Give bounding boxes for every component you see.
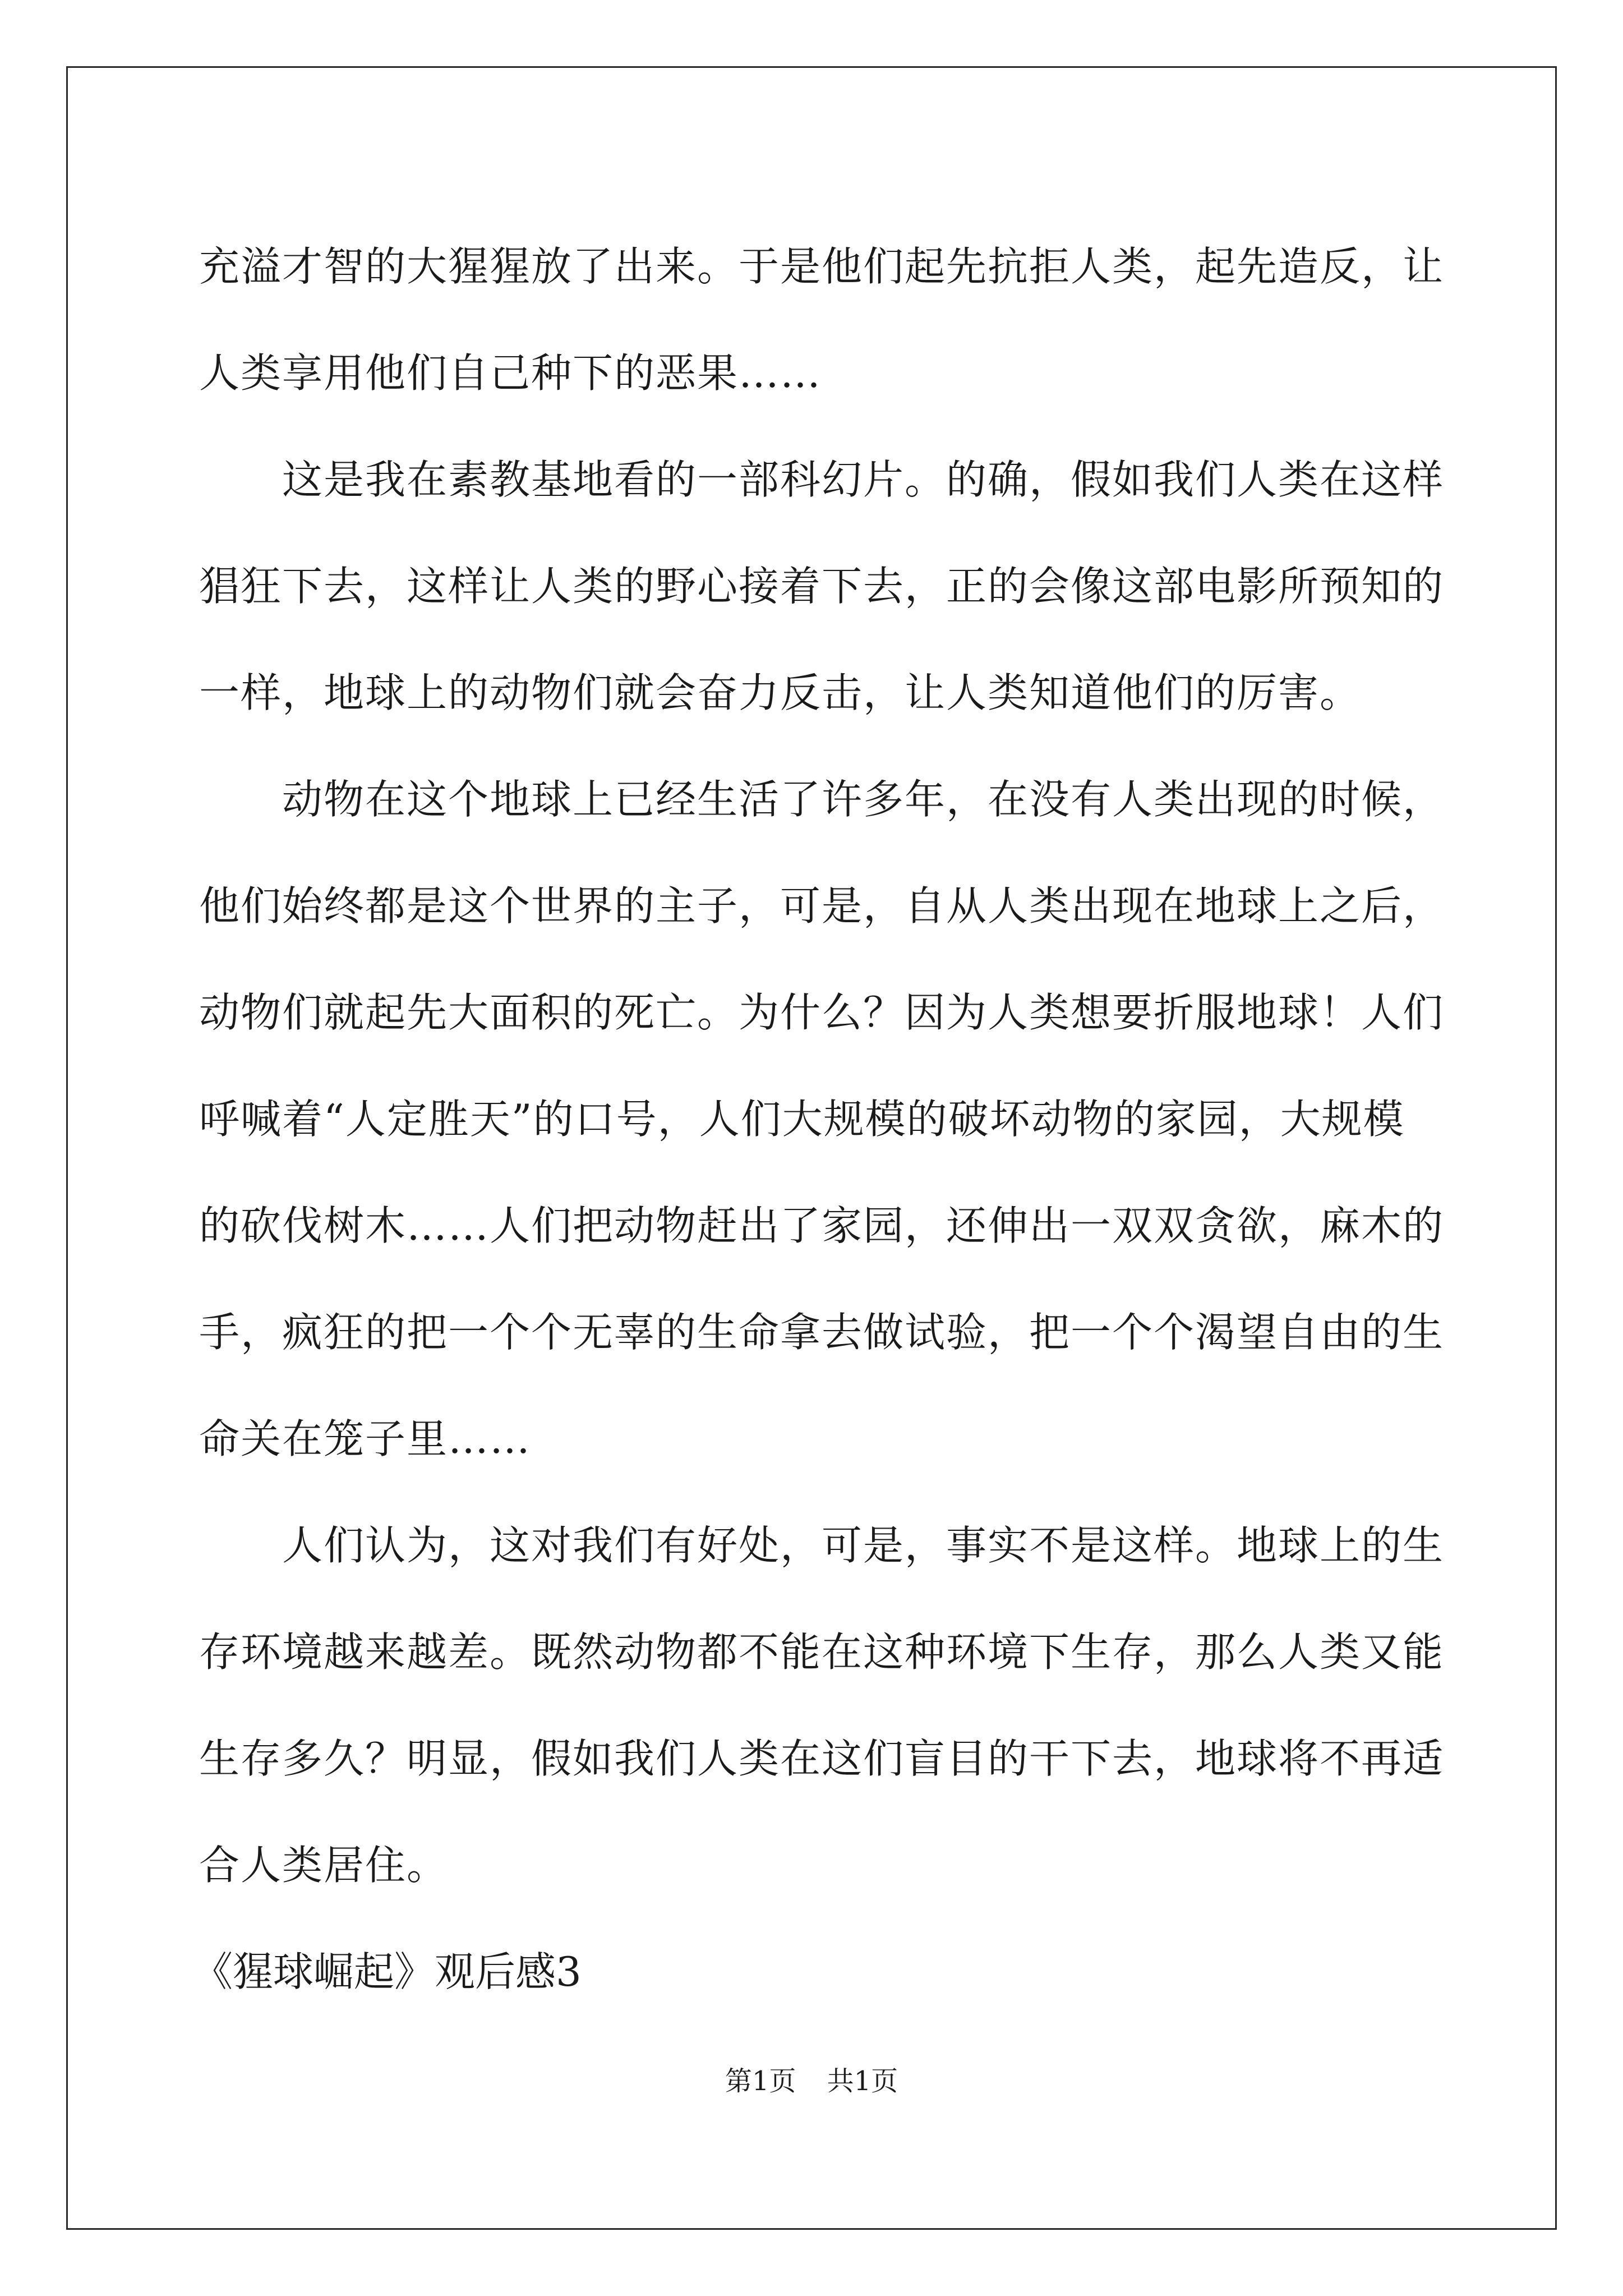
document-body	[192, 213, 1445, 2025]
paragraph-line: 手，疯狂的把一个个无辜的生命拿去做试验，把一个个渴望自由的生	[199, 1309, 1445, 1356]
paragraph-line: 合人类居住。	[199, 1842, 449, 1889]
paragraph-line: 人类享用他们自己种下的恶果……	[199, 349, 822, 397]
paragraph-line: 这是我在素教基地看的一部科幻片。的确，假如我们人类在这样	[282, 456, 1445, 503]
section-heading: 《猩球崛起》观后感3	[192, 1948, 582, 1995]
paragraph-line: 人们认为，这对我们有好处，可是，事实不是这样。地球上的生	[282, 1522, 1445, 1569]
paragraph-line: 动物在这个地球上已经生活了许多年，在没有人类出现的时候，	[282, 776, 1445, 823]
page-number: 第1页	[725, 2065, 796, 2097]
paragraph-4	[199, 1492, 1445, 1918]
paragraph-1	[199, 213, 1445, 426]
paragraph-line: 的砍伐树木……人们把动物赶出了家园，还伸出一双双贪欲，麻木的	[199, 1202, 1445, 1249]
paragraph-2	[199, 426, 1445, 746]
paragraph-line: 他们始终都是这个世界的主子，可是，自从人类出现在地球上之后，	[199, 882, 1445, 930]
page-total: 共1页	[827, 2065, 898, 2097]
paragraph-line: 动物们就起先大面积的死亡。为什么？因为人类想要折服地球！人们	[199, 989, 1445, 1036]
paragraph-line: 存环境越来越差。既然动物都不能在这种环境下生存，那么人类又能	[199, 1628, 1445, 1676]
paragraph-3	[199, 746, 1445, 1492]
paragraph-line: 充溢才智的大猩猩放了出来。于是他们起先抗拒人类，起先造反，让	[199, 243, 1445, 290]
page-footer	[0, 2064, 1623, 2098]
paragraph-line: 呼喊着“人定胜天”的口号，人们大规模的破坏动物的家园，大规模	[199, 1096, 1405, 1143]
paragraph-line: 猖狂下去，这样让人类的野心接着下去，正的会像这部电影所预知的	[199, 563, 1445, 610]
paragraph-line: 一样，地球上的动物们就会奋力反击，让人类知道他们的厉害。	[199, 669, 1362, 716]
paragraph-line: 生存多久？明显，假如我们人类在这们盲目的干下去，地球将不再适	[199, 1735, 1445, 1782]
paragraph-line: 命关在笼子里……	[199, 1415, 532, 1462]
